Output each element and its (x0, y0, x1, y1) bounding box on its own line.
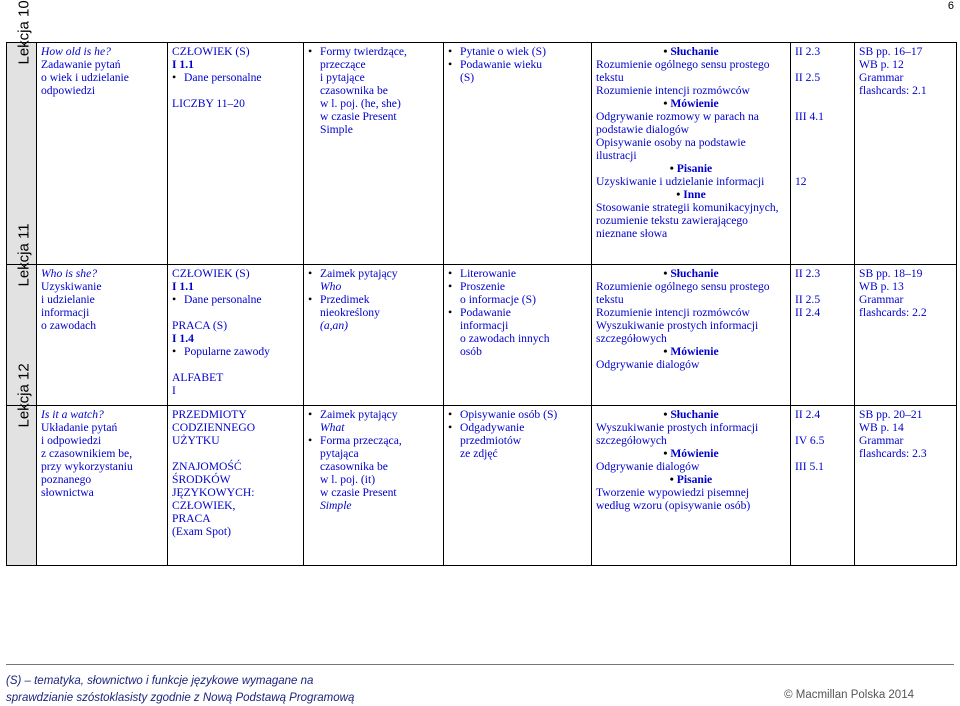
vocab-bullet: • Dane personalne (172, 293, 299, 306)
grammar-line: What (320, 421, 345, 434)
skill-heading: • Mówienie (596, 345, 786, 358)
material-line: SB pp. 16–17 (859, 45, 923, 58)
topic-title: Who is she? (41, 267, 98, 280)
skill-line: Opisywanie osoby na podstawie ilustracji (596, 136, 746, 162)
material-line: WB p. 14 (859, 421, 904, 434)
skill-line: Wyszukiwanie prostych informacji szczegółowych (596, 421, 759, 447)
skill-line: Wyszukiwanie prostych informacji szczegółowych (596, 319, 759, 345)
vocab-line: (Exam Spot) (172, 525, 231, 538)
grammar-line: • Zaimek pytający (320, 267, 398, 280)
topic-cell (37, 406, 168, 566)
lesson-label (18, 261, 31, 287)
material-line: WB p. 13 (859, 280, 904, 293)
requirement-code: II 2.3 (795, 267, 821, 280)
material-line: flashcards: 2.3 (859, 447, 927, 460)
vocab-cell (168, 43, 304, 265)
vocab-line: LICZBY 11–20 (172, 97, 245, 110)
material-line: Grammar (859, 293, 904, 306)
topic-line: Uzyskiwanie (41, 280, 102, 293)
function-line: • Proszenie (460, 280, 506, 293)
skill-line: Rozumienie ogólnego sensu prostego tekstu (596, 280, 770, 306)
functions-cell (444, 265, 592, 406)
function-line: ze zdjęć (460, 447, 498, 460)
function-line: • Podawanie (460, 306, 511, 319)
skill-heading: • Inne (596, 188, 786, 201)
vocab-bullet: • Popularne zawody (172, 345, 299, 358)
skill-heading: • Słuchanie (596, 408, 786, 421)
topic-line: przy wykorzystaniu (41, 460, 133, 473)
material-line: SB pp. 18–19 (859, 267, 923, 280)
vocab-line: I (172, 384, 176, 397)
skill-heading: • Pisanie (596, 473, 786, 486)
functions-cell (444, 43, 592, 265)
function-line: o zawodach innych (460, 332, 550, 345)
material-line: Grammar (859, 71, 904, 84)
topic-title: How old is he? (41, 45, 111, 58)
vocab-cell (168, 265, 304, 406)
grammar-line: • Zaimek pytający (320, 408, 398, 421)
grammar-line: • Formy twierdzące, (320, 45, 407, 58)
skill-line: Odgrywanie dialogów (596, 460, 700, 473)
vocab-line: PRACA (172, 512, 211, 525)
functions-cell (444, 406, 592, 566)
grammar-line: przeczące (320, 58, 366, 71)
vocab-line: UŻYTKU (172, 434, 220, 447)
skill-line: Tworzenie wypowiedzi pisemnej według wzoru (opisywanie osób) (596, 486, 751, 512)
grammar-cell (304, 43, 444, 265)
requirements-cell (791, 406, 855, 566)
footer-note: (S) – tematyka, słownictwo i funkcje językowe wymagane na (6, 675, 314, 687)
vocab-line: JĘZYKOWYCH: (172, 486, 255, 499)
lesson-label (18, 402, 31, 428)
requirement-code: II 2.4 (795, 408, 821, 421)
grammar-line: w czasie Present (320, 486, 397, 499)
skill-line: Rozumienie intencji rozmówców (596, 84, 750, 97)
requirement-code: IV 6.5 (795, 434, 825, 447)
grammar-line: i pytające (320, 71, 365, 84)
requirement-code: II 2.5 (795, 71, 821, 84)
vocab-code: I 1.4 (172, 332, 194, 345)
requirement-code: II 2.5 (795, 293, 821, 306)
grammar-bullet (308, 267, 439, 293)
vocab-line: ŚRODKÓW (172, 473, 231, 486)
skill-line: Stosowanie strategii komunikacyjnych, rozumienie tekstu zawierającego nieznane słowa (596, 201, 779, 240)
function-bullet: • Literowanie (448, 267, 587, 280)
topic-line: z czasownikiem be, (41, 447, 133, 460)
grammar-line: • Przedimek (320, 293, 370, 306)
lesson-plan-table (6, 0, 957, 566)
grammar-line: w l. poj. (it) (320, 473, 376, 486)
skill-line: Uzyskiwanie i udzielanie informacji (596, 175, 765, 188)
grammar-line: • Forma przecząca, (320, 434, 402, 447)
function-line: (S) (460, 71, 475, 84)
grammar-line: Who (320, 280, 342, 293)
grammar-bullet (308, 408, 439, 434)
topic-line: słownictwa (41, 486, 94, 499)
skill-heading: • Mówienie (596, 97, 786, 110)
topic-line: odpowiedzi (41, 84, 96, 97)
vocab-line: CODZIENNEGO (172, 421, 256, 434)
topic-line: poznanego (41, 473, 92, 486)
materials-cell (855, 406, 957, 566)
requirements-cell (791, 43, 855, 265)
material-line: WB p. 12 (859, 58, 904, 71)
grammar-line: Simple (320, 499, 352, 512)
topic-line: o wiek i udzielanie (41, 71, 129, 84)
materials-cell (855, 265, 957, 406)
requirement-code: III 5.1 (795, 460, 824, 473)
material-line: SB pp. 20–21 (859, 408, 923, 421)
requirements-cell (791, 265, 855, 406)
function-bullet: • Pytanie o wiek (S) (448, 45, 587, 58)
requirement-code: II 2.3 (795, 45, 821, 58)
function-line: • Odgadywanie (460, 421, 525, 434)
skill-heading: • Mówienie (596, 447, 786, 460)
vocab-code: I 1.1 (172, 280, 194, 293)
grammar-line: w czasie Present (320, 110, 397, 123)
lesson-row (7, 43, 957, 265)
requirement-code: III 4.1 (795, 110, 824, 123)
function-bullet (448, 280, 587, 306)
function-line: • Podawanie wieku (460, 58, 543, 71)
topic-cell (37, 43, 168, 265)
vocab-line: CZŁOWIEK (S) (172, 45, 250, 58)
skill-line: Odgrywanie rozmowy w parach na podstawie dialogów (596, 110, 759, 136)
grammar-line: nieokreślony (320, 306, 380, 319)
vocab-line: CZŁOWIEK (S) (172, 267, 250, 280)
footer-note: sprawdzianie szóstoklasisty zgodnie z Nową Podstawą Programową (6, 692, 355, 704)
materials-cell (855, 43, 957, 265)
grammar-bullet (308, 45, 439, 136)
topic-line: i udzielanie (41, 293, 95, 306)
grammar-line: czasownika be (320, 460, 388, 473)
skill-heading: • Słuchanie (596, 267, 786, 280)
page-footer (6, 664, 954, 706)
topic-title: Is it a watch? (41, 408, 104, 421)
skill-heading: • Słuchanie (596, 45, 786, 58)
skills-cell (592, 265, 791, 406)
topic-line: i odpowiedzi (41, 434, 102, 447)
vocab-line: ZNAJOMOŚĆ (172, 460, 242, 473)
function-bullet (448, 421, 587, 460)
page-number: 6 (947, 0, 954, 12)
function-line: przedmiotów (460, 434, 522, 447)
material-line: flashcards: 2.1 (859, 84, 927, 97)
skill-line: Rozumienie ogólnego sensu prostego tekstu (596, 58, 770, 84)
function-bullet (448, 58, 587, 84)
grammar-bullet (308, 293, 439, 332)
material-line: Grammar (859, 434, 904, 447)
lesson-row (7, 406, 957, 566)
vocab-line: PRZEDMIOTY (172, 408, 247, 421)
grammar-bullet (308, 434, 439, 512)
vocab-line: ALFABET (172, 371, 224, 384)
topic-line: o zawodach (41, 319, 97, 332)
topic-line: Zadawanie pytań (41, 58, 121, 71)
lesson-label: Lekcja 10 (15, 0, 33, 65)
topic-cell (37, 265, 168, 406)
skill-line: Odgrywanie dialogów (596, 358, 700, 371)
lesson-label-cell (7, 406, 37, 566)
vocab-line: PRACA (S) (172, 319, 228, 332)
requirement-code: II 2.4 (795, 306, 821, 319)
skills-cell (592, 406, 791, 566)
function-line: informacji (460, 319, 509, 332)
grammar-line: pytająca (320, 447, 359, 460)
topic-line: Układanie pytań (41, 421, 118, 434)
vocab-line: CZŁOWIEK, (172, 499, 236, 512)
grammar-line: Simple (320, 123, 353, 136)
function-bullet (448, 306, 587, 358)
grammar-cell (304, 265, 444, 406)
grammar-line: (a,an) (320, 319, 349, 332)
function-bullet: • Opisywanie osób (S) (448, 408, 587, 421)
material-line: flashcards: 2.2 (859, 306, 927, 319)
vocab-cell (168, 406, 304, 566)
function-line: osób (460, 345, 482, 358)
function-line: o informacje (S) (460, 293, 536, 306)
skill-heading: • Pisanie (596, 162, 786, 175)
lesson-row (7, 265, 957, 406)
vocab-code: I 1.1 (172, 58, 194, 71)
grammar-line: czasownika be (320, 84, 388, 97)
grammar-line: w l. poj. (he, she) (320, 97, 401, 110)
copyright: © Macmillan Polska 2014 (784, 689, 914, 701)
requirement-code: 12 (795, 175, 807, 188)
grammar-cell (304, 406, 444, 566)
topic-line: informacji (41, 306, 90, 319)
skills-cell (592, 43, 791, 265)
vocab-bullet: • Dane personalne (172, 71, 299, 84)
skill-line: Rozumienie intencji rozmówców (596, 306, 750, 319)
